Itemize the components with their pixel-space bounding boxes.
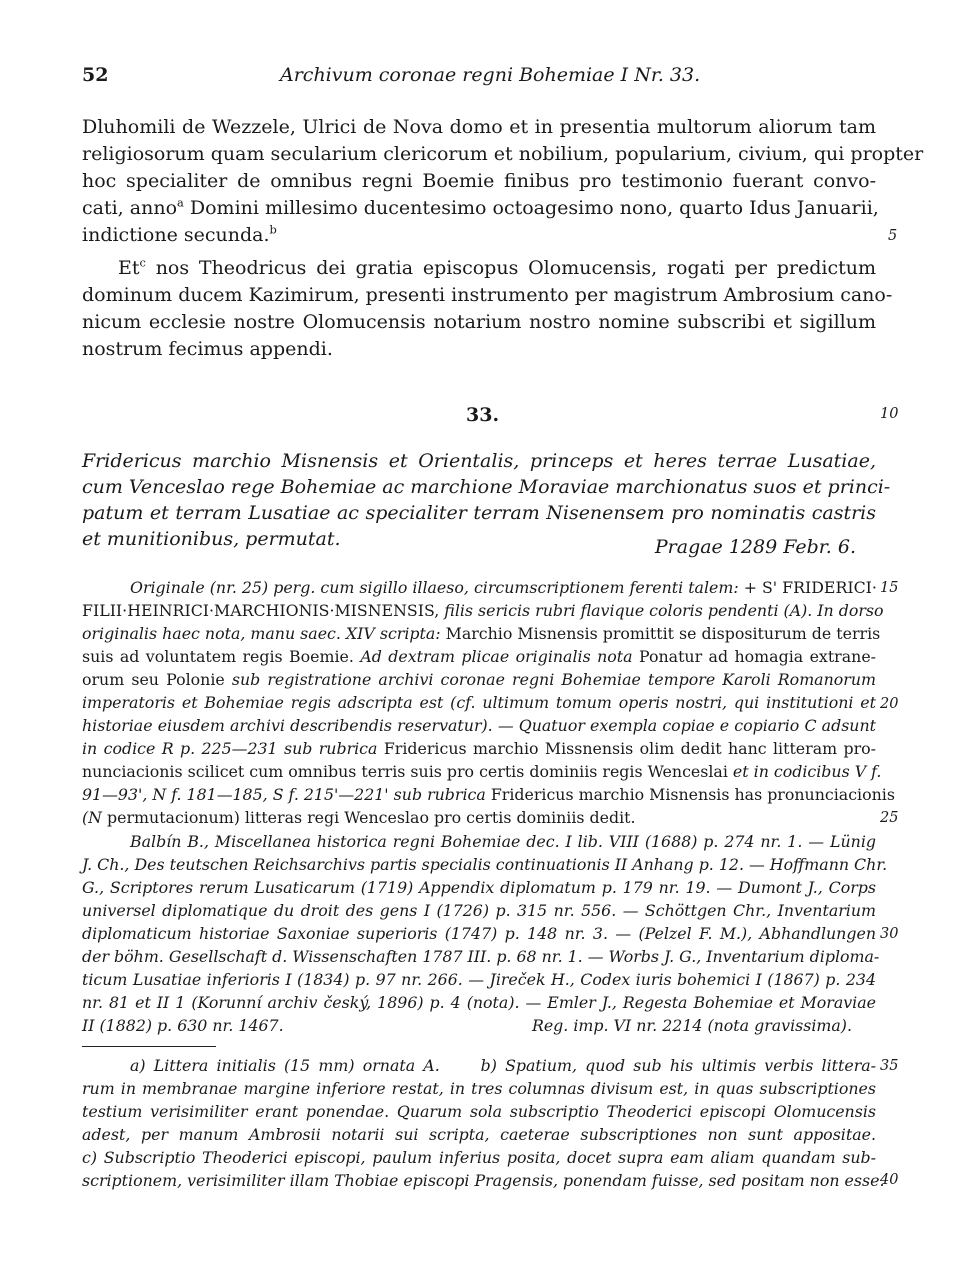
apparatus-text: suis ad voluntatem regis Boemie. [82,647,354,666]
apparatus-text: permutacionum) litteras regi Wenceslao pro certis dominiis dedit. [107,808,636,827]
apparatus-italic: 91—93', N f. 181—185, S f. 215'—221' sub rubrica [82,785,486,804]
regest-line: Fridericus marchio Misnensis et Orientalis, princeps et heres terrae Lusatiae, [82,450,876,472]
apparatus-italic: filis sericis rubri flavique coloris pendenti (A). In dorso [444,601,884,620]
margin-line-number: 40 [880,1172,899,1188]
literature-line: diplomaticum historiae Saxoniae superioris (1747) p. 148 nr. 3. — (Pelzel F. M.), Abhandlungen [82,924,876,943]
intro-line [82,224,876,246]
footnote-marker: b [269,222,277,237]
apparatus-line [82,647,876,666]
intro-text-span: nos Theodricus dei gratia episcopus Olomucensis, rogati per predictum [155,257,876,279]
apparatus-line: historiae eiusdem archivi describendis reservatur). — Quatuor exempla copiae e copiario C adsunt [82,716,876,735]
literature-line: Balbín B., Miscellanea historica regni Bohemiae dec. I lib. VIII (1688) p. 274 nr. 1. — Lünig [130,832,876,851]
page-number: 52 [82,64,109,86]
literature-line: universel diplomatique du droit des gens I (1726) p. 315 nr. 556. — Schöttgen Chr., Inventarium [82,901,876,920]
regest-line: patum et terram Lusatiae ac specialiter terram Nisenensem pro nominatis castris [82,502,876,524]
footnote-marker: c [139,255,146,270]
apparatus-line: imperatoris et Bohemiae regis adscripta est (cf. ultimum tomum operis nostri, qui institutioni et [82,693,876,712]
running-title: Archivum coronae regni Bohemiae I Nr. 33. [280,64,701,86]
literature-line: ticum Lusatiae inferioris I (1834) p. 97 nr. 266. — Jireček H., Codex iuris bohemici I (1867) p. 234 [82,970,876,989]
apparatus-text: nunciacionis scilicet cum omnibus terris suis pro certis dominiis regis Wenceslai [82,762,728,781]
document-date: Pragae 1289 Febr. 6. [654,536,856,558]
margin-line-number: 5 [888,228,898,244]
intro-word [118,257,876,279]
intro-line: religiosorum quam secularium clericorum et nobilium, popularium, civium, qui propter [82,143,924,165]
margin-line-number: 10 [880,406,899,422]
apparatus-italic: (N [82,808,102,827]
footnote-line: scriptionem, verisimiliter illam Thobiae episcopi Pragensis, ponendam fuisse, sed positam non esse. [82,1171,885,1190]
intro-word: indictione secunda. [82,224,270,246]
footnote-line: a) Littera initialis (15 mm) ornata A. b) Spatium, quod sub his ultimis verbis littera- [130,1056,876,1075]
intro-line: dominum ducem Kazimirum, presenti instrumento per magistrum Ambrosium cano- [82,284,893,306]
intro-line: nostrum fecimus appendi. [82,338,333,360]
regest-line: cum Venceslao rege Bohemiae ac marchione Moraviae marchionatus suos et princi- [82,476,891,498]
literature-line: G., Scriptores rerum Lusaticarum (1719) Appendix diplomatum p. 179 nr. 19. — Dumont J., Corps [82,878,876,897]
margin-line-number: 35 [880,1058,899,1074]
literature-text: II (1882) p. 630 nr. 1467. [82,1016,284,1035]
intro-word [130,197,879,219]
footnote-line: c) Subscriptio Theoderici episcopi, paulum inferius posita, docet supra eam aliam quandam sub- [82,1148,876,1167]
apparatus-line [82,762,882,781]
apparatus-line [82,624,881,643]
apparatus-line [82,601,884,620]
literature-line [82,1016,876,1035]
intro-line [118,257,876,279]
apparatus-italic: sub registratione archivi coronae regni Bohemiae tempore Karoli Romanorum [231,670,876,689]
intro-line: nicum ecclesie nostre Olomucensis notarium nostro nomine subscribi et sigillum [82,311,876,333]
apparatus-text: Marchio Misnensis promittit se dispositurum de terris [445,624,881,643]
intro-line [82,195,879,219]
intro-line: Dluhomili de Wezzele, Ulrici de Nova domo et in presentia multorum aliorum tam [82,116,876,138]
literature-text: Reg. imp. VI nr. 2214 (nota gravissima). [531,1016,852,1035]
apparatus-text: orum seu Polonie [82,670,225,689]
apparatus-line [82,739,876,758]
apparatus-text: Ponatur ad homagia extrane- [638,647,877,666]
margin-line-number: 30 [880,926,899,942]
apparatus-line [130,578,876,597]
apparatus-line [82,808,876,827]
regest-text: et munitionibus, permutat. [82,528,341,550]
seal-legend: + S' FRIDERICI· [743,578,877,597]
margin-line-number: 15 [880,580,899,596]
apparatus-italic: Originale (nr. 25) perg. cum sigillo illaeso, circumscriptionem ferenti talem: [130,578,739,597]
apparatus-text: Fridericus marchio Misnensis has pronunciacionis [490,785,895,804]
apparatus-italic: Ad dextram plicae originalis nota [360,647,633,666]
et-word: Et [118,257,140,279]
footnote-rule [82,1046,216,1047]
apparatus-line [82,785,895,804]
anno-word: anno [129,197,178,219]
literature-line: der böhm. Gesellschaft d. Wissenschaften 1787 III. p. 68 nr. 1. — Worbs J. G., Inventarium diploma- [82,947,880,966]
literature-line: nr. 81 et II 1 (Korunní archiv český, 1896) p. 4 (nota). — Emler J., Regesta Bohemiae et Moraviae [82,993,876,1012]
apparatus-italic: in codice R p. 225—231 sub rubrica [82,739,378,758]
apparatus-italic: et in codicibus V f. [732,762,882,781]
apparatus-italic: originalis haec nota, manu saec. XIV scripta: [82,624,441,643]
document-number: 33. [466,404,500,426]
intro-line: hoc specialiter de omnibus regni Boemie finibus pro testimonio fuerant convo- [82,170,876,192]
footnote-line: rum in membranae margine inferiore restat, in tres columnas divisum est, in quas subscriptiones [82,1079,876,1098]
footnote-line: adest, per manum Ambrosii notarii sui scripta, caeterae subscriptiones non sunt appositae. [82,1125,876,1144]
footnote-marker: a [177,195,184,210]
apparatus-line [82,670,876,689]
apparatus-text: Fridericus marchio Missnensis olim dedit hanc litteram pro- [383,739,876,758]
footnote-line: testium verisimiliter erant ponendae. Quarum sola subscriptio Theoderici episcopi Olomucensis [82,1102,876,1121]
margin-line-number: 25 [880,810,899,826]
seal-legend: FILII·HEINRICI·MARCHIONIS·MISNENSIS, [82,601,440,620]
literature-line: J. Ch., Des teutschen Reichsarchivs partis specialis continuationis II Anhang p. 12. — Hoffmann Chr. [82,855,888,874]
intro-word: cati, [82,197,124,219]
margin-line-number: 20 [880,696,899,712]
intro-date-text: Domini millesimo ducentesimo octoagesimo nono, quarto Idus Januarii, [189,197,879,219]
